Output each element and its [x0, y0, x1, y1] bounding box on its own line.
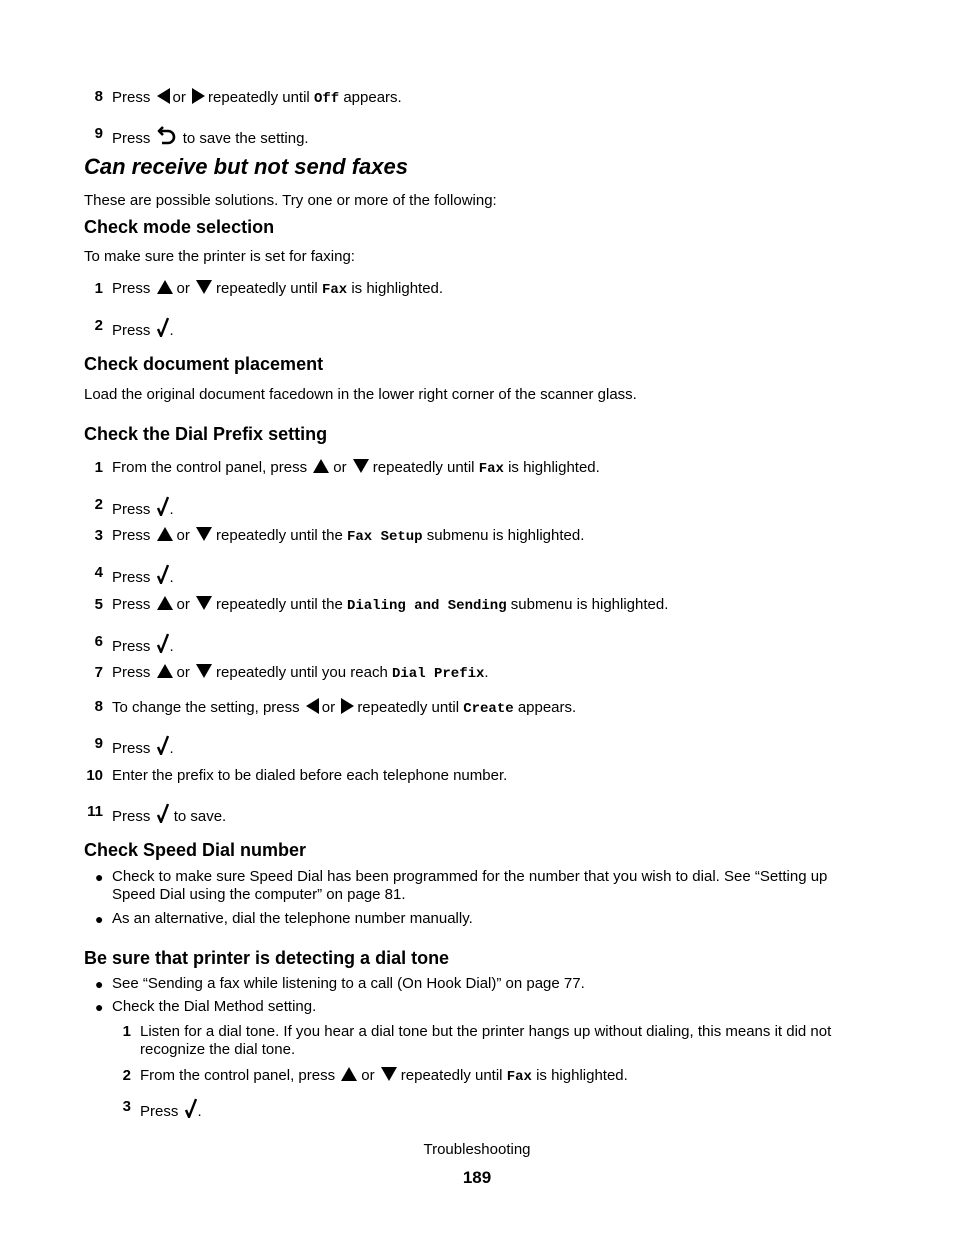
page-number: 189	[462, 1168, 492, 1187]
down-arrow-icon	[196, 280, 212, 294]
checkmark-icon	[157, 564, 169, 584]
left-arrow-icon	[157, 88, 170, 104]
up-arrow-icon	[341, 1067, 357, 1081]
down-arrow-icon	[381, 1067, 397, 1081]
up-arrow-icon	[157, 280, 173, 294]
heading-placement: Check document placement	[84, 354, 324, 374]
checkmark-icon	[157, 317, 169, 337]
bullet-text: See “Sending a fax while listening to a call (On Hook Dial)” on page 77.	[112, 975, 585, 992]
checkmark-icon	[157, 633, 169, 653]
step-number: 9	[94, 125, 103, 142]
step-text: Press	[112, 569, 151, 586]
heading-mode: Check mode selection	[84, 217, 275, 237]
heading-dial-tone: Be sure that printer is detecting a dial tone	[84, 948, 450, 968]
code-value: Fax Setup	[346, 529, 423, 545]
step-number: 1	[122, 1023, 131, 1040]
step-number: 6	[94, 633, 103, 650]
step-text: Press	[112, 322, 151, 339]
step-text: repeatedly until	[357, 699, 460, 716]
right-arrow-icon	[192, 88, 205, 104]
step-number: 3	[122, 1098, 131, 1115]
right-arrow-icon	[341, 698, 354, 714]
step-number: 4	[94, 564, 103, 581]
heading-prefix: Check the Dial Prefix setting	[84, 424, 328, 444]
step-text: or	[176, 280, 190, 297]
step-text: .	[169, 569, 174, 586]
step-text: is highlighted.	[351, 280, 444, 297]
step-text: appears.	[343, 89, 402, 106]
step-text: To change the setting, press	[112, 699, 300, 716]
checkmark-icon	[157, 496, 169, 516]
step-number: 2	[94, 496, 103, 513]
bullet-icon: ●	[95, 869, 104, 885]
heading-speed-dial: Check Speed Dial number	[84, 840, 307, 860]
step-number: 8	[94, 88, 103, 105]
step-text: is highlighted.	[536, 1067, 628, 1084]
step-number: 2	[94, 317, 103, 334]
code-value: Fax	[321, 282, 348, 298]
step-text: Press	[112, 130, 151, 147]
step-number: 1	[94, 280, 103, 297]
step-number: 10	[86, 767, 103, 784]
step-text: to save.	[173, 808, 227, 825]
step-number: 7	[94, 664, 103, 681]
step-text: or	[172, 89, 186, 106]
code-value: Dial Prefix	[391, 666, 485, 682]
step-number: 8	[94, 698, 103, 715]
step-text: From the control panel, press	[140, 1067, 336, 1084]
footer-section: Troubleshooting	[423, 1141, 531, 1158]
step-text: .	[169, 740, 174, 757]
step-text: repeatedly until	[372, 459, 475, 476]
code-value: Fax	[506, 1069, 532, 1085]
step-text: or	[176, 596, 190, 613]
step-text: Press	[140, 1103, 179, 1120]
left-arrow-icon	[306, 698, 319, 714]
step-number: 11	[87, 803, 103, 820]
bullet-text: As an alternative, dial the telephone number manually.	[112, 910, 473, 927]
step-text: is highlighted.	[508, 459, 600, 476]
bullet-text: Check to make sure Speed Dial has been programmed for the number that you wish to dial. See “Setting up Speed Dial using the computer” on page 81.	[112, 868, 828, 903]
checkmark-icon	[157, 803, 169, 823]
step-number: 2	[122, 1067, 131, 1084]
step-text: Press	[112, 808, 151, 825]
step-text: Press	[112, 280, 151, 297]
step-text: Press	[112, 501, 151, 518]
step-text: repeatedly until the	[216, 596, 343, 613]
step-text: or	[333, 459, 347, 476]
bullet-icon: ●	[95, 999, 104, 1015]
up-arrow-icon	[157, 527, 173, 541]
step-text: .	[169, 638, 174, 655]
down-arrow-icon	[196, 527, 212, 541]
step-text: Press	[112, 664, 151, 681]
step-text: or	[361, 1067, 375, 1084]
step-text: Press	[112, 527, 151, 544]
step-text: Press	[112, 596, 151, 613]
step-text: repeatedly until the	[216, 527, 343, 544]
step-text: submenu is highlighted.	[426, 527, 585, 544]
step-text: submenu is highlighted.	[510, 596, 669, 613]
bullet-icon: ●	[95, 911, 104, 927]
step-text: repeatedly until you reach	[216, 664, 388, 681]
step-text: repeatedly until	[208, 89, 310, 106]
up-arrow-icon	[157, 596, 173, 610]
step-number: 5	[94, 596, 103, 613]
step-text: .	[169, 322, 174, 339]
code-value: Create	[463, 701, 514, 717]
step-text: .	[169, 501, 174, 518]
checkmark-icon	[185, 1098, 197, 1118]
section-title: Can receive but not send faxes	[84, 154, 408, 179]
back-icon	[157, 125, 177, 145]
intro-text: These are possible solutions. Try one or more of the following:	[84, 192, 497, 209]
step-number: 1	[94, 459, 103, 476]
code-value: Fax	[478, 461, 504, 477]
checkmark-icon	[157, 735, 169, 755]
step-text: Press	[112, 638, 151, 655]
code-value: Off	[313, 91, 340, 107]
step-text: Enter the prefix to be dialed before each telephone number.	[112, 767, 508, 784]
step-text: Listen for a dial tone. If you hear a dial tone but the printer hangs up without dialing, this means it did not recognize the dial tone.	[140, 1023, 832, 1058]
up-arrow-icon	[157, 664, 173, 678]
step-number: 3	[94, 527, 103, 544]
step-text: appears.	[517, 699, 577, 716]
step-text: Press	[112, 740, 151, 757]
code-value: Dialing and Sending	[346, 598, 507, 614]
up-arrow-icon	[313, 459, 329, 473]
placement-text: Load the original document facedown in the lower right corner of the scanner glass.	[84, 386, 637, 403]
bullet-icon: ●	[95, 976, 104, 992]
step-number: 9	[94, 735, 103, 752]
step-text: to save the setting.	[182, 130, 309, 147]
step-text: or	[321, 699, 336, 716]
step-text: Press	[112, 89, 151, 106]
step-text: .	[197, 1103, 202, 1120]
step-text: .	[484, 664, 489, 681]
down-arrow-icon	[196, 664, 212, 678]
step-text: or	[176, 664, 190, 681]
mode-lead: To make sure the printer is set for faxing:	[84, 248, 355, 265]
bullet-text: Check the Dial Method setting.	[112, 998, 317, 1015]
down-arrow-icon	[196, 596, 212, 610]
down-arrow-icon	[353, 459, 369, 473]
step-text: repeatedly until	[216, 280, 318, 297]
step-text: repeatedly until	[400, 1067, 503, 1084]
step-text: or	[176, 527, 190, 544]
step-text: From the control panel, press	[112, 459, 308, 476]
